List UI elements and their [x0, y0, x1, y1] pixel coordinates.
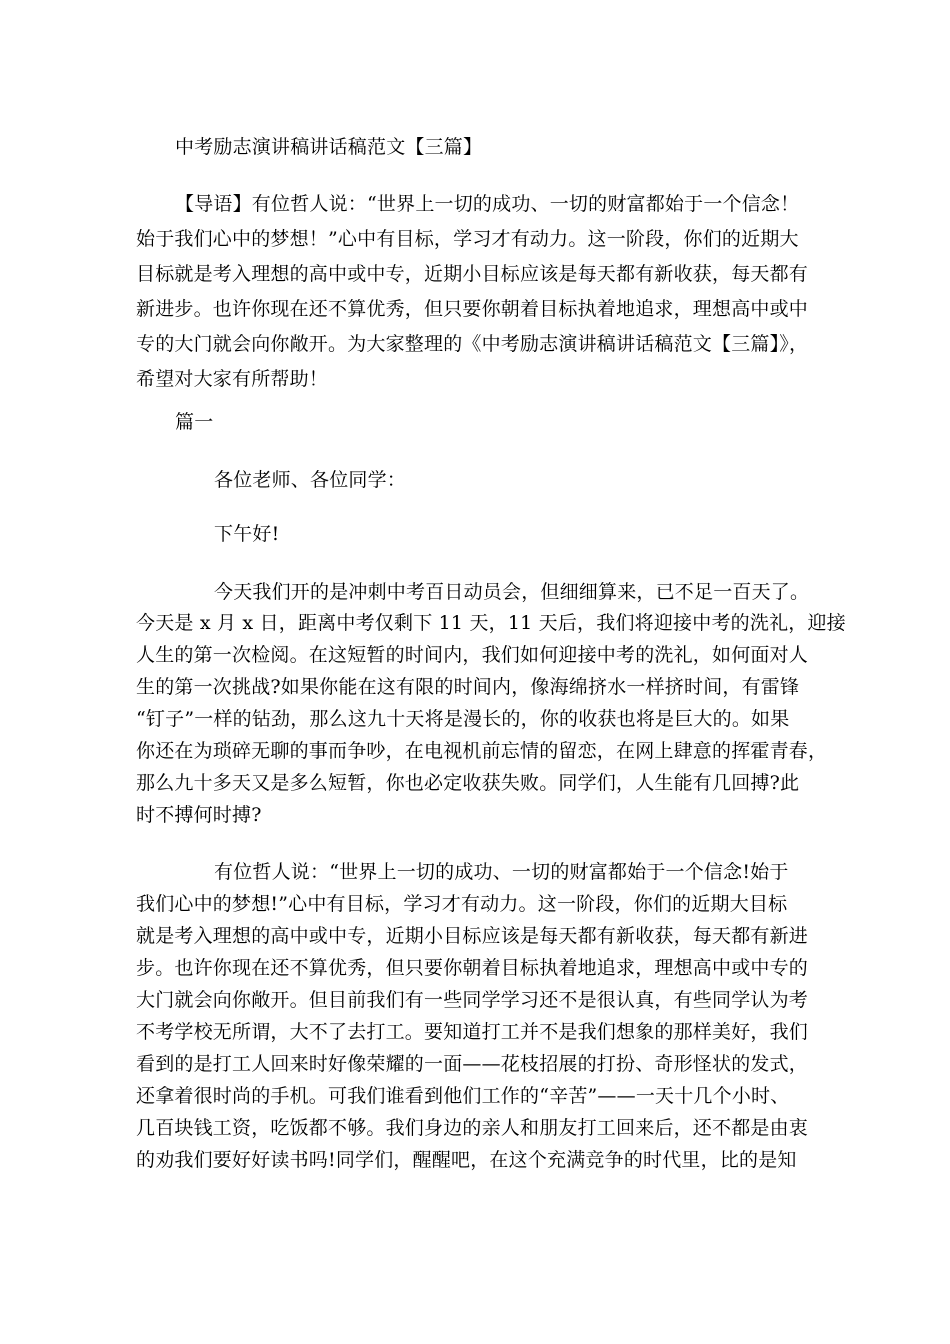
- paragraph-line: 你还在为琐碎无聊的事而争吵，在电视机前忘情的留恋，在网上肆意的挥霍青春，: [136, 740, 828, 762]
- paragraph-line: 今天我们开的是冲刺中考百日动员会，但细细算来，已不足一百天了。: [214, 581, 810, 603]
- paragraph-line: 就是考入理想的高中或中专，近期小目标应该是每天都有新收获，每天都有新进: [136, 925, 809, 947]
- paragraph-line: 还拿着很时尚的手机。可我们谁看到他们工作的“辛苦”——一天十几个小时、: [136, 1085, 790, 1107]
- intro-line: 新进步。也许你现在还不算优秀，但只要你朝着目标执着地追求，理想高中或中: [136, 298, 809, 320]
- document-title: 中考励志演讲稿讲话稿范文【三篇】: [175, 136, 483, 158]
- paragraph-line: 几百块钱工资，吃饭都不够。我们身边的亲人和朋友打工回来后，还不都是由衷: [136, 1117, 809, 1139]
- intro-line: 希望对大家有所帮助！: [136, 368, 329, 390]
- good-afternoon: 下午好!: [214, 523, 280, 545]
- paragraph-line: 那么九十多天又是多么短暂，你也必定收获失败。同学们，人生能有几回搏?此: [136, 772, 800, 794]
- section-heading: 篇一: [175, 411, 214, 433]
- intro-line: 【导语】有位哲人说：“世界上一切的成功、一切的财富都始于一个信念！: [175, 193, 800, 215]
- paragraph-line: 时不搏何时搏?: [136, 804, 262, 826]
- paragraph-line: 今天是 x 月 x 日，距离中考仅剩下 11 天，11 天后，我们将迎接中考的洗礼，迎接: [136, 612, 846, 634]
- intro-line: 目标就是考入理想的高中或中专，近期小目标应该是每天都有新收获，每天都有: [136, 263, 809, 285]
- paragraph-line: 生的第一次挑战?如果你能在这有限的时间内，像海绵挤水一样挤时间，有雷锋: [136, 676, 800, 698]
- paragraph-line: 看到的是打工人回来时好像荣耀的一面——花枝招展的打扮、奇形怪状的发式，: [136, 1053, 809, 1075]
- intro-line: 始于我们心中的梦想！”心中有目标，学习才有动力。这一阶段，你们的近期大: [136, 228, 799, 250]
- paragraph-line: 有位哲人说：“世界上一切的成功、一切的财富都始于一个信念!始于: [214, 861, 789, 883]
- paragraph-line: 大门就会向你敞开。但目前我们有一些同学学习还不是很认真，有些同学认为考: [136, 989, 809, 1011]
- paragraph-line: 的劝我们要好好读书吗!同学们，醒醒吧，在这个充满竞争的时代里，比的是知: [136, 1149, 797, 1171]
- paragraph-line: “钉子”一样的钻劲，那么这九十天将是漫长的，你的收获也将是巨大的。如果: [136, 708, 790, 730]
- paragraph-line: 我们心中的梦想!”心中有目标，学习才有动力。这一阶段，你们的近期大目标: [136, 893, 788, 915]
- paragraph-line: 不考学校无所谓，大不了去打工。要知道打工并不是我们想象的那样美好，我们: [136, 1021, 809, 1043]
- paragraph-line: 步。也许你现在还不算优秀，但只要你朝着目标执着地追求，理想高中或中专的: [136, 957, 809, 979]
- greeting: 各位老师、各位同学：: [214, 469, 407, 491]
- intro-line: 专的大门就会向你敞开。为大家整理的《中考励志演讲稿讲话稿范文【三篇】》，: [136, 333, 809, 355]
- paragraph-line: 人生的第一次检阅。在这短暂的时间内，我们如何迎接中考的洗礼，如何面对人: [136, 644, 809, 666]
